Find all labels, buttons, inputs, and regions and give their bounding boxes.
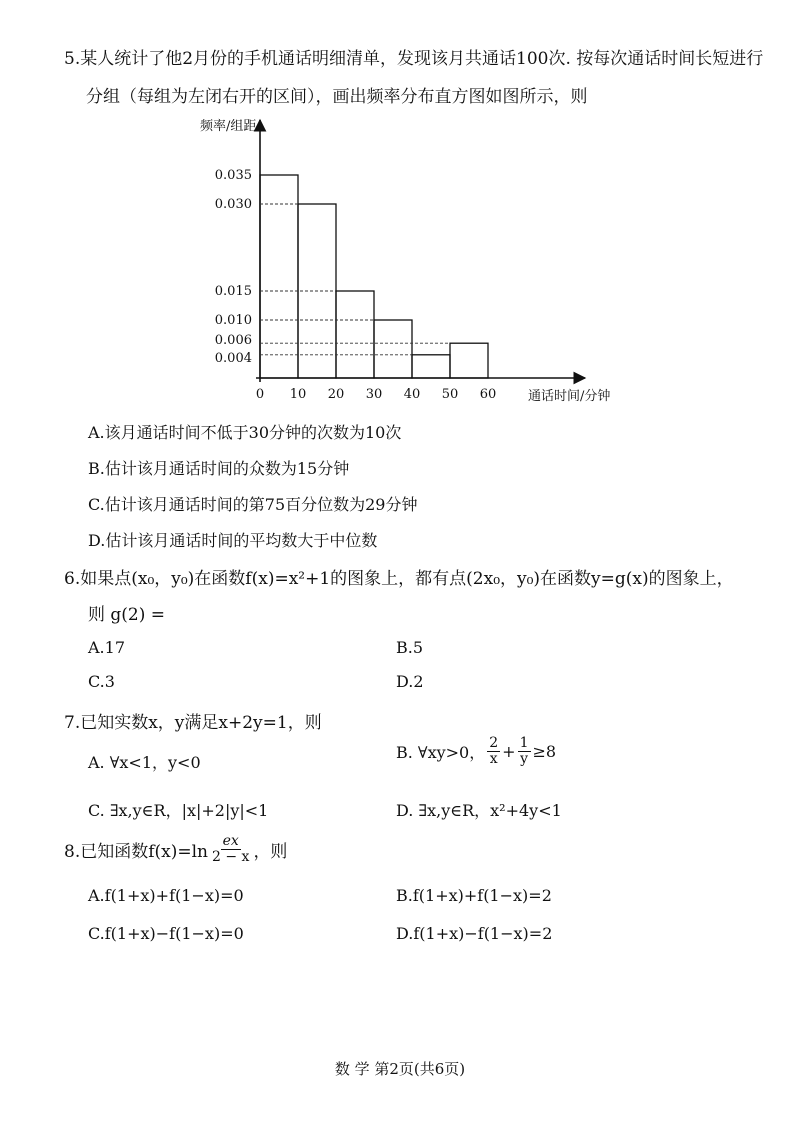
q5-line1: 5.某人统计了他2月份的手机通话明细清单，发现该月共通话100次. 按每次通话时间长短进行 <box>64 49 764 69</box>
q8-option-b: B.f(1+x)+f(1−x)=2 <box>396 886 552 905</box>
q7-line1: 7.已知实数x，y满足x+2y=1，则 <box>64 713 322 733</box>
q6-option-d: D.2 <box>396 672 424 691</box>
q8-frac-den: 2 − x <box>212 848 250 865</box>
q8-option-c: C.f(1+x)−f(1−x)=0 <box>88 924 244 943</box>
x-tick-label: 0 <box>255 387 265 402</box>
histogram-bar <box>450 343 488 378</box>
q7-b-frac1-num: 2 <box>489 735 499 751</box>
y-tick-label: 0.004 <box>214 350 252 366</box>
x-tick-label: 30 <box>365 387 383 402</box>
q6-option-a: A.17 <box>88 638 125 657</box>
x-tick-label: 10 <box>289 387 307 402</box>
x-tick-label: 40 <box>403 387 421 402</box>
y-tick-label: 0.010 <box>214 313 252 328</box>
q7-option-d: D. ∃x,y∈R，x²+4y<1 <box>396 801 562 820</box>
q5-line2: 分组（每组为左闭右开的区间），画出频率分布直方图如图所示，则 <box>86 87 588 107</box>
histogram-bar <box>412 355 450 378</box>
q8-fraction <box>210 834 251 864</box>
q6-option-b: B.5 <box>396 638 424 657</box>
q8-suffix: ，则 <box>253 841 288 862</box>
y-tick-label: 0.035 <box>214 168 252 183</box>
page-footer: 数 学 第2页(共6页) <box>334 1060 466 1078</box>
q7-option-b-suffix: ≥8 <box>532 741 557 761</box>
q7-option-a: A. ∀x<1，y<0 <box>88 753 201 772</box>
q6-line2: 则 g(2) = <box>88 605 166 625</box>
q7-option-c: C. ∃x,y∈R，|x|+2|y|<1 <box>88 801 269 820</box>
q8-option-a: A.f(1+x)+f(1−x)=0 <box>88 886 244 905</box>
q7-option-b-plus: + <box>502 741 516 761</box>
x-axis-label: 通话时间/分钟 <box>528 389 611 404</box>
q7-option-b-prefix: B. ∀xy>0， <box>396 742 486 762</box>
q7-b-frac2-num: 1 <box>519 735 529 751</box>
q7-option-b-fraction-1 <box>487 736 500 766</box>
q5-option-c: C.估计该月通话时间的第75百分位数为29分钟 <box>88 495 418 514</box>
histogram-bar <box>260 175 298 378</box>
q8-prefix: 8.已知函数f(x)=ln <box>64 841 208 862</box>
histogram-chart <box>200 110 620 410</box>
histogram-bar <box>336 291 374 378</box>
y-axis-label: 频率/组距 <box>200 119 257 134</box>
q8-option-d: D.f(1+x)−f(1−x)=2 <box>396 924 553 943</box>
histogram-bar <box>374 320 412 378</box>
q6-option-c: C.3 <box>88 672 115 691</box>
x-tick-label: 60 <box>479 387 497 402</box>
q7-b-frac1-den: x <box>489 750 498 767</box>
y-tick-label: 0.015 <box>214 284 252 299</box>
q7-b-frac2-den: y <box>520 750 528 767</box>
q7-option-b-fraction-2 <box>518 736 531 766</box>
q6-line1: 6.如果点(x₀，y₀)在函数f(x)=x²+1的图象上，都有点(2x₀，y₀)在函数y=g(x)的图象上， <box>64 569 734 589</box>
q5-option-b: B.估计该月通话时间的众数为15分钟 <box>88 459 350 478</box>
q7-option-b <box>396 736 556 766</box>
q5-option-a: A.该月通话时间不低于30分钟的次数为10次 <box>88 423 402 442</box>
q8-frac-num: ex <box>222 833 239 849</box>
q5-option-d: D.估计该月通话时间的平均数大于中位数 <box>88 531 378 550</box>
x-tick-label: 50 <box>441 387 459 402</box>
y-tick-label: 0.006 <box>214 333 252 349</box>
q8-line1 <box>64 834 287 864</box>
y-tick-label: 0.030 <box>214 197 252 212</box>
x-tick-label: 20 <box>327 387 345 402</box>
